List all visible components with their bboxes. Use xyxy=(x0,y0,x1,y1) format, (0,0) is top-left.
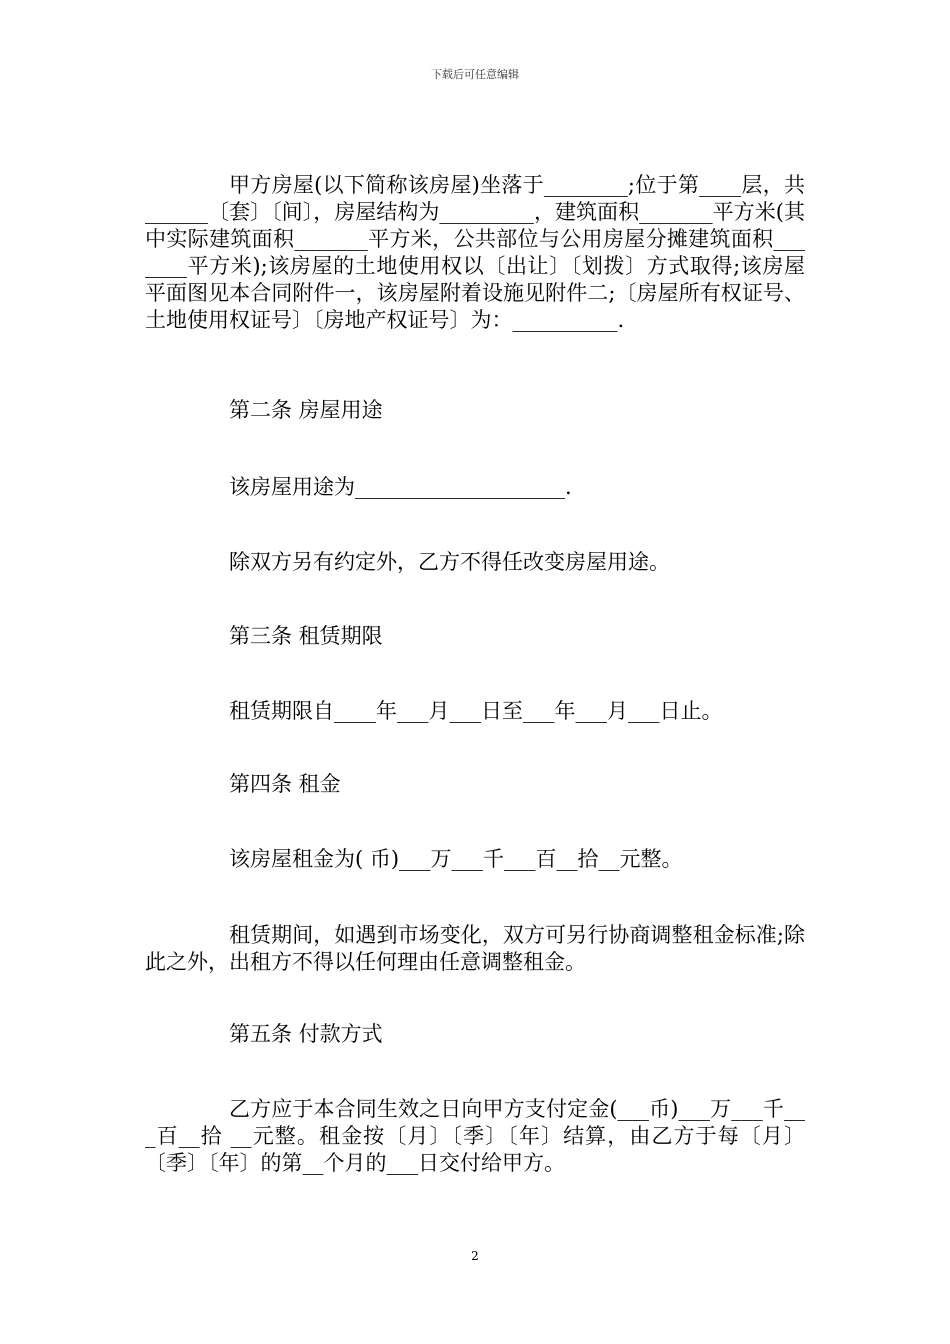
property-description-paragraph: 甲方房屋(以下简称该房屋)坐落于________;位于第____层，共______〔套〕〔间〕，房屋结构为_________，建筑面积_______平方米(其中实际建筑面积_______平方米，公共部位与公用房屋分摊建筑面积_______平方米);该房屋的土地使用权以〔出让〕〔划拨〕方式取得;该房屋平面图见本合同附件一，该房屋附着设施见附件二;〔房屋所有权证号、土地使用权证号〕〔房地产权证号〕为：__________. xyxy=(145,173,805,332)
article-5-payment-paragraph: 乙方应于本合同生效之日向甲方支付定金(___币)___万___千___百__拾 __元整。租金按〔月〕〔季〕〔年〕结算，由乙方于每〔月〕〔季〕〔年〕的第__个月的___日交付给甲方。 xyxy=(145,1097,805,1175)
article-4-title: 第四条 租金 xyxy=(229,772,341,796)
article-3-term-paragraph: 租赁期限自____年___月___日至___年___月___日止。 xyxy=(229,699,723,723)
page-header: 下载后可任意编辑 xyxy=(431,68,519,81)
article-5-title: 第五条 付款方式 xyxy=(229,1022,383,1046)
article-2-restriction-paragraph: 除双方另有约定外，乙方不得任改变房屋用途。 xyxy=(229,550,670,574)
article-3-title: 第三条 租赁期限 xyxy=(229,624,383,648)
article-4-rent-paragraph: 该房屋租金为( 币)___万___千___百__拾__元整。 xyxy=(229,847,683,871)
article-2-usage-paragraph: 该房屋用途为____________________. xyxy=(229,475,572,499)
page-number: 2 xyxy=(471,1249,479,1263)
article-4-adjustment-paragraph: 租赁期间，如遇到市场变化，双方可另行协商调整租金标准;除此之外，出租方不得以任何理由任意调整租金。 xyxy=(145,923,805,974)
article-2-title: 第二条 房屋用途 xyxy=(229,398,383,422)
